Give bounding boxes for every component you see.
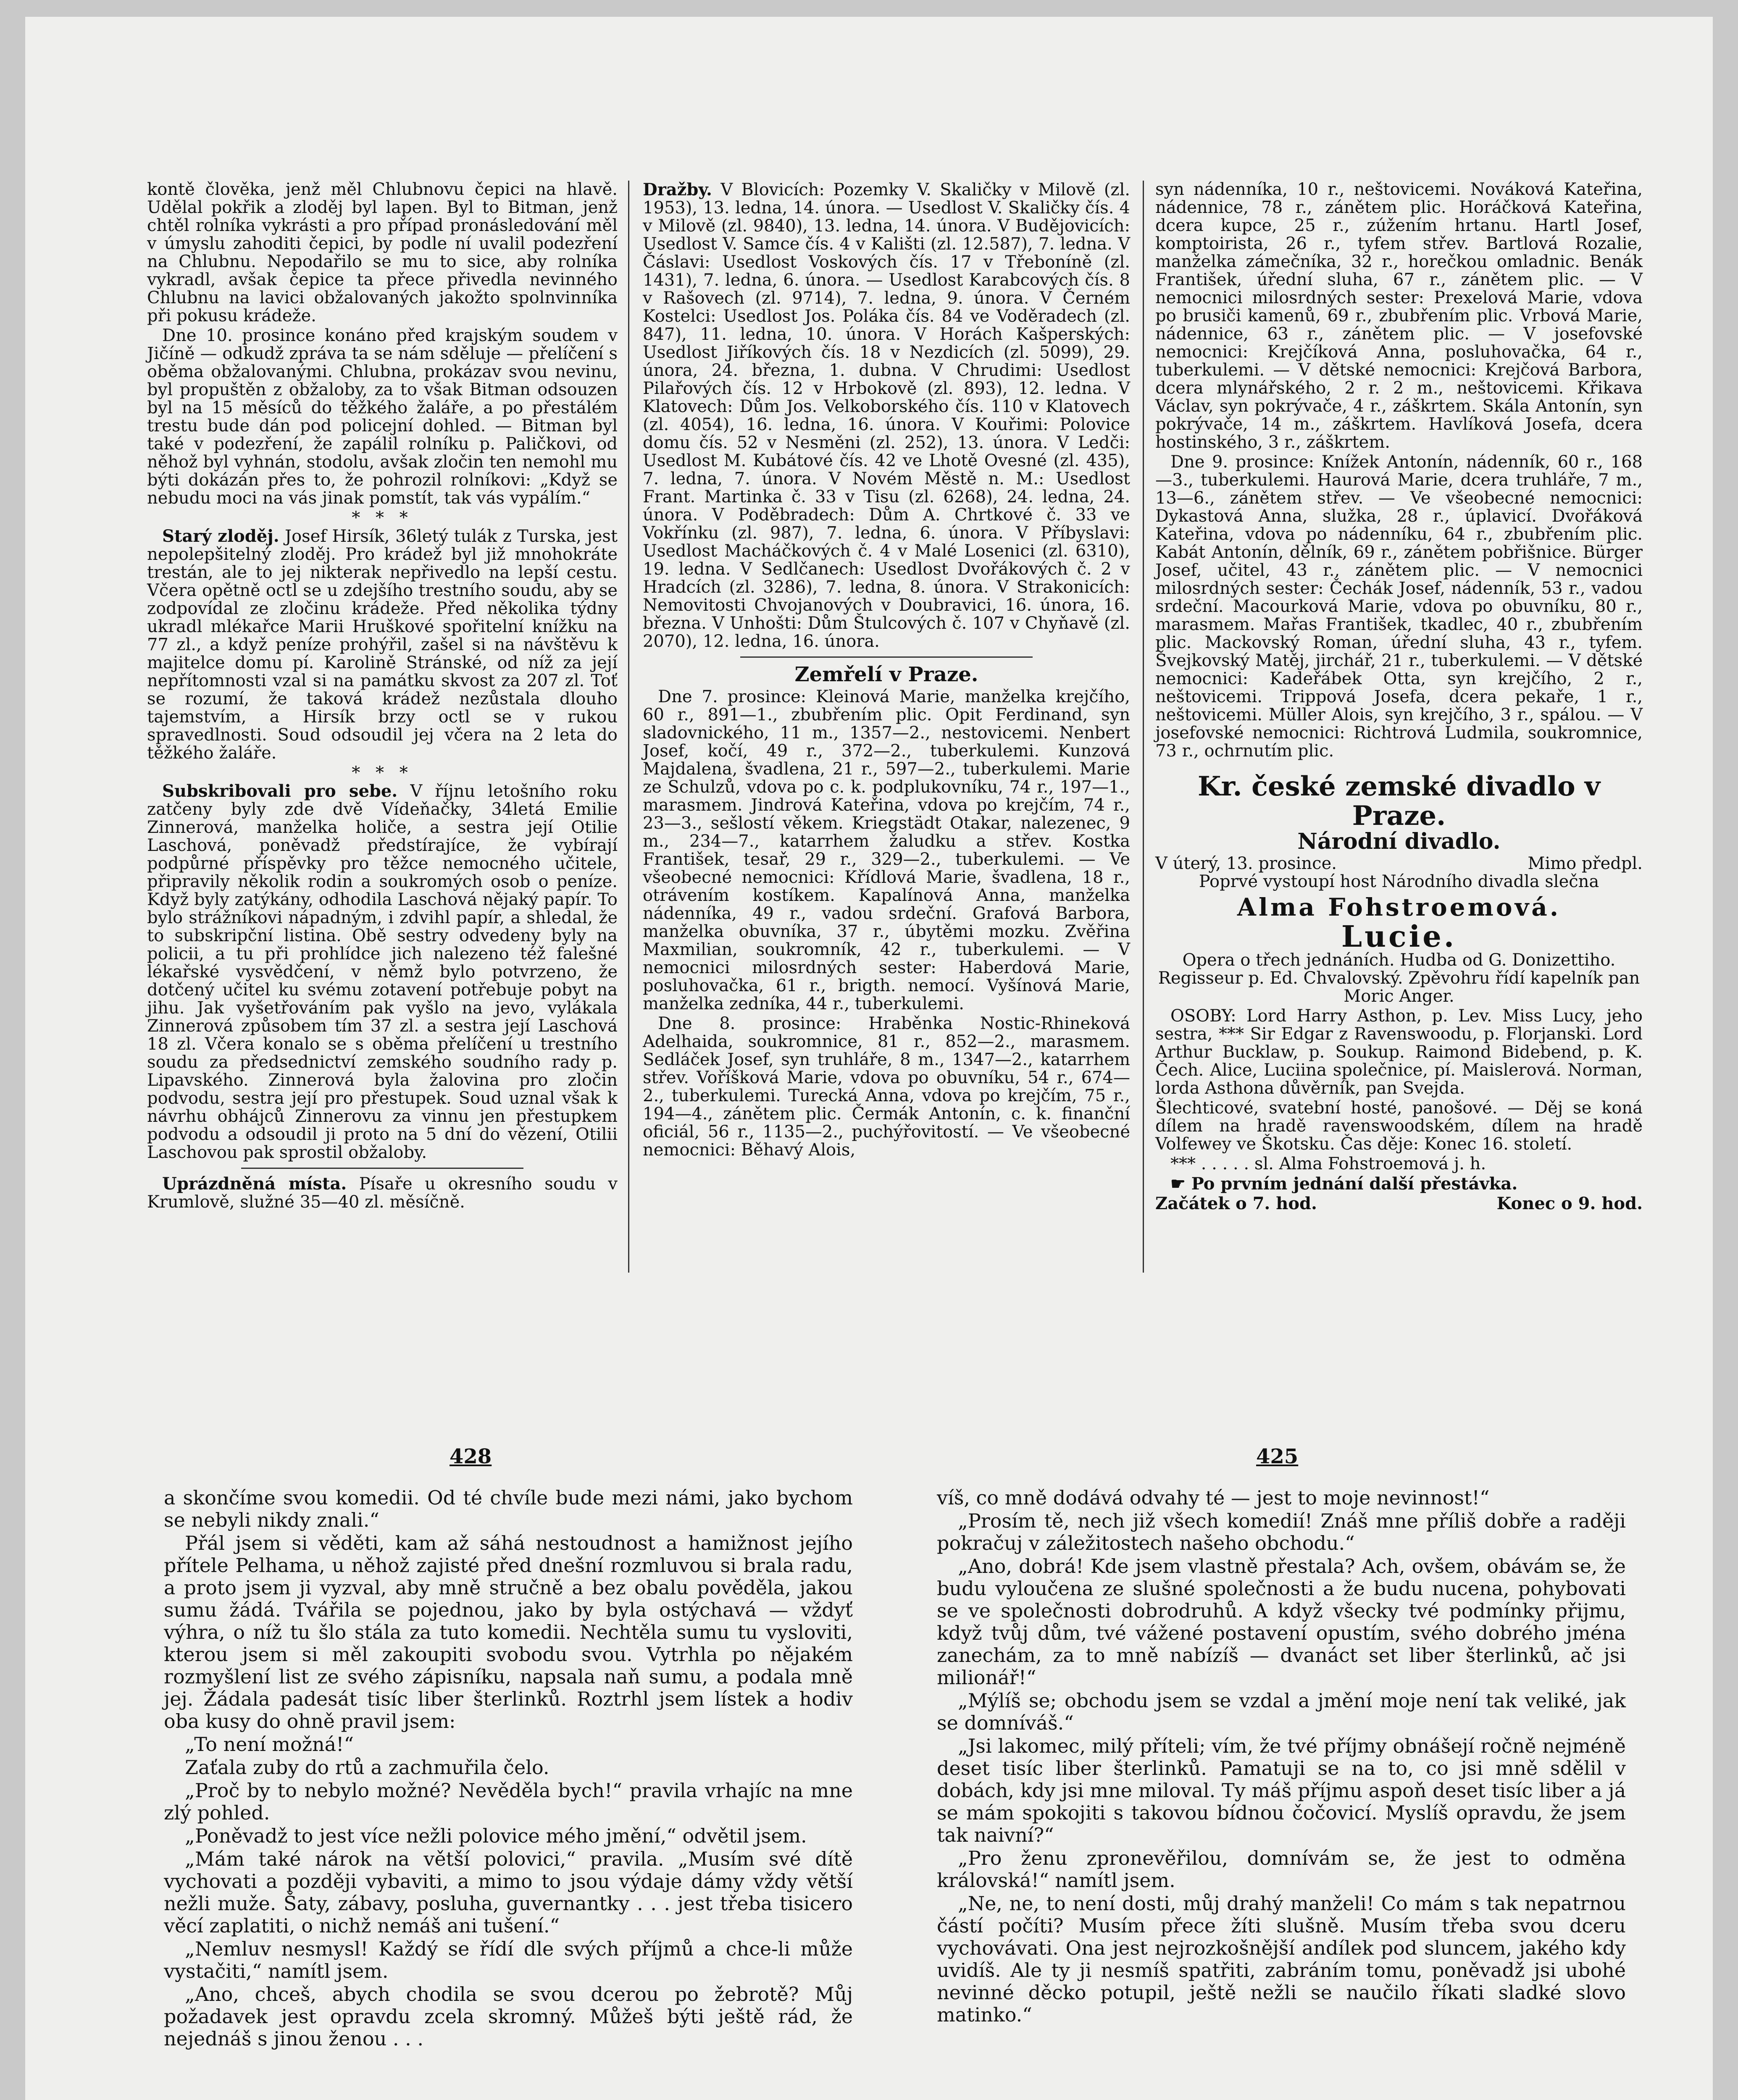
paragraph: „Mám také nárok na větší polovici,“ pravila. „Musím své dítě vychovati a později vybaviti, a mimo to jsou výdaje dámy vždy větší nežli muže. Šaty, zábavy, posluha, guvernantky . . . jest třeba tisicero věcí zaplatiti, o nichž nemáš ani tušení.“ — [164, 1848, 853, 1937]
column-rule — [628, 181, 629, 1273]
article-body: Josef Hirsík, 36letý tulák z Turska, jest nepolepšitelný zloděj. Pro krádež byl již mnohokráte trestán, ale to jej nikterak nepřivedlo na lepší cestu. Včera opětně octl se u zdejšího trestního soudu, aby se zodpovídal ze zločinu krádeže. Před několika týdny ukradl mlékařce Marii Hruškové spořitelní knížku na 77 zl., a když peníze prohýřil, zašel si na návštěvu k majitelce domu pí. Karolině Stránské, od níž za její nepřítomnosti vzal si na památku skvost za 207 zl. Toť se rozumí, že taková krádež nezůstala dlouho tajemstvím, a Hirsík brzy octl se v rukou spravedlnosti. Soud odsoudil jej včera na 2 leta do těžkého žaláře. — [147, 527, 618, 763]
paragraph: Přál jsem si věděti, kam až sáhá nestoudnost a hamižnost jejího přítele Pelhama, u něhož zajisté před dnešní rozmluvou si brala radu, a proto jsem ji vyzval, aby mně stručně a bez obalu pověděla, jakou sumu žádá. Tvářila se pojednou, jako by byla ostýchavá — vždyť výhra, o níž tu šlo stála za tuto komedii. Nechtěla sumu tu vysloviti, kterou jsem si měl zakoupiti svobodu svou. Vytrhla po nějakém rozmyšlení list ze svého zápisníku, napsala naň sumu, a podala mně jej. Žádala padesát tisíc liber šterlinků. Roztrhl jsem lístek a hodiv oba kusy do ohně pravil jsem: — [164, 1532, 853, 1732]
paragraph: „Ano, chceš, abych chodila se svou dcerou po žebrotě? Můj požadavek jest opravdu zcela skromný. Můžeš býti ještě rád, že nejednáš s jinou ženou . . . — [164, 1983, 853, 2050]
article-title: Starý zloděj. — [162, 526, 279, 546]
performance-date-row — [1155, 855, 1643, 873]
end-time: Konec o 9. hod. — [1496, 1194, 1643, 1213]
column-2 — [643, 181, 1130, 1161]
cast-list: OSOBY: Lord Harry Asthon, p. Lev. Miss Lucy, jeho sestra, *** Sir Edgar z Ravenswoodu, p. Florjanski. Lord Arthur Bucklaw, p. Soukup. Raimond Bidebend, p. K. Čech. Alice, Luciina společnice, pí. Maislerová. Norman, lorda Asthona důvěrník, pan Svejda. — [1155, 1006, 1643, 1098]
theater-title: Kr. české zemské divadlo v Praze. — [1197, 771, 1601, 832]
paragraph: „Nemluv nesmysl! Každý se řídí dle svých příjmů a chce-li může vystačiti,“ namítl jsem. — [164, 1937, 853, 1982]
paragraph: „Pro ženu zpronevěřilou, domnívám se, že jest to odměna královská!“ namítl jsem. — [937, 1847, 1626, 1892]
separator-stars: * * * — [352, 508, 413, 528]
intermission-note: ☛ Po prvním jednání další přestávka. — [1170, 1174, 1518, 1194]
paragraph: Dne 7. prosince: Kleinová Marie, manželka krejčího, 60 r., 891—1., zbubřením plic. Opit Ferdinand, syn sladovnického, 11 m., 1357—2., nestovicemi. Nenbert Josef, kočí, 49 r., 372—2., tuberkulemi. Kunzová Majdalena, švadlena, 21 r., 597—2., tuberkulemi. Marie ze Schulzů, vdova po c. k. podplukovníku, 74 r., 197—1., marasmem. Jindrová Kateřina, vdova po krejčím, 74 r., 23—3., sešlostí věkem. Kriegstädt Otakar, nalezenec, 9 m., 234—7., katarrhem žaludku a střev. Kostka František, tesař, 29 r., 329—2., tuberkulemi. — Ve všeobecné nemocnici: Křídlová Marie, švadlena, 18 r., otrávením kostíkem. Kapalínová Anna, manželka nádenníka, 49 r., vadou srdeční. Grafová Barbora, manželka obuvníka, 37 r., úbytěmi mozku. Zvěřina Maxmilian, soukromník, 42 r., tuberkulemi. — V nemocnici milosrdných sester: Haberdová Marie, posluhovačka, 61 r., brigth. nemocí. Vyšínová Marie, manželka zedníka, 44 r., tuberkulemi. — [643, 687, 1130, 1013]
guest-intro: Poprvé vystoupí host Národního divadla slečna — [1199, 872, 1599, 891]
guest-note: *** . . . . . sl. Alma Fohstroemová j. h. — [1170, 1154, 1486, 1173]
paragraph: „Proč by to nebylo možné? Nevěděla bych!“ pravila vrhajíc na mne zlý pohled. — [164, 1779, 853, 1824]
novel-left-page — [164, 1487, 853, 2051]
column-rule — [1143, 181, 1144, 1273]
novel-supplement — [164, 1445, 1626, 2100]
guest-name: Alma Fohstroemová. — [1237, 893, 1561, 921]
article — [147, 1175, 618, 1211]
paragraph: „Ano, dobrá! Kde jsem vlastně přestala? Ach, ovšem, obávám se, že budu vyloučena ze slušné společnosti a že budu nucena, pohybovati se ve společnosti dobrodruhů. A když všecky tvé podmínky přijmu, když tvůj dům, tvé vážené postavení opustím, svého dobrého jména zanechám, za to mně nabízíš — dvanáct set liber šterlinků, ač jsi milionář!“ — [937, 1555, 1626, 1689]
paragraph: Dne 10. prosince konáno před krajským soudem v Jičíně — odkudž zpráva ta se nám sděluje — přelíčení s oběma obžalovanými. Chlubna, prokázav svou nevinu, byl propuštěn z obžaloby, za to však Bitman odsouzen byl na 15 měsíců do těžkého žaláře, a po přestálém trestu bude dán pod policejní dohled. — Bitman byl také v podezření, že zapálil rolníku p. Paličkovi, od něhož byl vyhnán, stodolu, avšak zločin ten nemohl mu býti dokázán přes to, že pohrozil rolníkovi: „Když se nebudu moci na vás jinak pomstít, tak vás vypálím.“ — [147, 326, 618, 508]
column-3 — [1155, 181, 1643, 1213]
separator-stars: * * * — [352, 763, 413, 782]
newspaper-sheet — [25, 17, 1713, 2100]
article-title: Subskribovali pro sebe. — [162, 781, 398, 801]
article — [147, 527, 618, 762]
article — [147, 782, 618, 1162]
article-title: Uprázdněná místa. — [162, 1174, 347, 1194]
page-number-left: 428 — [450, 1445, 492, 1468]
opera-description: Opera o třech jednáních. Hudba od G. Donizettiho. Regisseur p. Ed. Chvalovský. Zpěvohru řídí kapelník pan Moric Anger. — [1158, 950, 1640, 1006]
page-number-right: 425 — [1256, 1445, 1299, 1468]
paragraph: Zaťala zuby do rtů a zachmuřila čelo. — [185, 1756, 550, 1779]
paragraph: víš, co mně dodává odvahy té — jest to moje nevinnost!“ — [937, 1486, 1490, 1509]
start-time: Začátek o 7. hod. — [1155, 1194, 1317, 1213]
paragraph: „To není možná!“ — [185, 1733, 354, 1756]
theater-subtitle: Národní divadlo. — [1297, 829, 1501, 854]
paragraph: „Prosím tě, nech již všech komedií! Znáš mne příliš dobře a raději pokračuj v záležitostech našeho obchodu.“ — [937, 1509, 1626, 1554]
column-1 — [147, 181, 618, 1213]
paragraph: a skončíme svou komedii. Od té chvíle bude mezi námi, jako bychom se nebyli nikdy znali.“ — [164, 1486, 853, 1531]
divider — [740, 656, 1033, 658]
paragraph: „Mýlíš se; obchodu jsem se vzdal a jmění moje není tak veliké, jak se domníváš.“ — [937, 1689, 1626, 1734]
scene-note: Šlechticové, svatební hosté, panošové. — Děj se koná dílem na hradě ravenswoodském, dílem na hradě Volfewey ve Škotsku. Čas děje: Konec 16. století. — [1155, 1098, 1643, 1154]
article-body: V říjnu letošního roku zatčeny byly zde dvě Vídeňačky, 34letá Emilie Zinnerová, manželka holiče, a sestra její Otilie Laschová, poněvadž předstírajíce, že vybírají podpůrné příspěvky pro těžce nemocného učitele, připravily několik rodin a soukromých osob o peníze. Když byly zatýkány, odhodila Laschová nějaký papír. To bylo strážníkovi nápadným, i zdvihl papír, a shledal, že to subskripční listina. Obě sestry odvedeny byly na policii, a tu při prohlídce jich nalezeno též falešné lékařské vysvědčení, v němž bylo potvrzeno, že dotčený učitel ku svému zotavení potřebuje pobyt na jihu. Jak vyšetřováním pak vyšlo na jevo, vylákala Zinnerová způsobem tím 37 zl. a sestra její Laschová 18 zl. Včera konalo se s oběma přelíčení u trestního soudu za předsednictví zemského soudního rady p. Lipavského. Zinnerová byla žalovina pro zločin podvodu, sestra její pro přestupek. Soud uznal však k návrhu obhájců Zinnerovu za vinnu jen přestupkem podvodu a odsoudil ji proto na 5 dní do vězení, Otilii Laschovou pak sprostil obžaloby. — [147, 782, 618, 1162]
article-title: Dražby. — [643, 180, 712, 200]
paragraph: Dne 9. prosince: Knížek Antonín, nádenník, 60 r., 168—3., tuberkulemi. Haurová Marie, dcera truhláře, 7 m., 13—6., zánětem střev. — Ve všeobecné nemocnici: Dykastová Anna, služka, 28 r., úplavicí. Dvořáková Kateřina, vdova po nádenníku, 64 r., zbubřením plic. Kabát Antonín, dělník, 69 r., zánětem pobřišnice. Bürger Josef, učitel, 43 r., zánětem plic. — V nemocnici milosrdných sester: Čechák Josef, nádenník, 53 r., vadou srdeční. Macourková Marie, vdova po obuvníku, 80 r., marasmem. Mařas František, tkadlec, 40 r., zbubřením plic. Mackovský Roman, úřední sluha, 43 r., tyfem. Švejkovský Matěj, jirchář, 21 r., tuberkulemi. — V dětské nemocnici: Kadeřábek Otta, syn krejčího, 2 r., neštovicemi. Trippová Josefa, dcera pekaře, 1 r., neštovicemi. Müller Alois, syn krejčího, 3 r., spálou. — V josefovské nemocnici: Richtrová Ludmila, soukromnice, 73 r., ochrnutím plic. — [1155, 452, 1643, 761]
paragraph: syn nádenníka, 10 r., neštovicemi. Nováková Kateřina, nádennice, 78 r., zánětem plic. Horáčková Kateřina, dcera kupce, 25 r., zúžením hrtanu. Hartl Josef, komptoirista, 26 r., tyfem střev. Bartlová Rozalie, manželka zámečníka, 32 r., horečkou omladnic. Benák František, úřední sluha, 67 r., zánětem plic. — V nemocnici milosrdných sester: Prexelová Marie, vdova po brusiči kamenů, 69 r., zbubřením plic. Vrbová Marie, nádennice, 63 r., zánětem plic. — V josefovské nemocnici: Krejčíková Anna, posluhovačka, 64 r., tuberkulemi. — V dětské nemocnici: Krejčová Barbora, dcera mlynářského, 2 r. 2 m., neštovicemi. Křikava Václav, syn pokrývače, 4 r., záškrtem. Skála Antonín, syn pokrývače, 14 m., záškrtem. Havlíková Josefa, dcera hostinského, 3 r., záškrtem. — [1155, 180, 1643, 452]
subscription-note: Mimo předpl. — [1528, 854, 1643, 873]
article — [643, 181, 1130, 651]
novel-right-page — [937, 1487, 1626, 2027]
performance-date: V úterý, 13. prosince. — [1155, 854, 1337, 873]
paragraph: kontě člověka, jenž měl Chlubnovu čepici na hlavě. Udělal pokřik a zloděj byl lapen. Byl to Bitman, jenž chtěl rolníka vykrásti a pro případ pronásledování měl v úmyslu zahoditi čepici, by podle ní uvalil podezření na Chlubnu. Nepodařilo se mu to sice, aby rolníka vykradl, avšak čepice ta přece přivedla nevinného Chlubnu na lavici obžalovaných jakožto spolnvinníka při pokusu krádeže. — [147, 180, 618, 326]
divider — [241, 1168, 523, 1169]
performance-times — [1155, 1194, 1643, 1213]
paragraph: Dne 8. prosince: Hraběnka Nostic-Rhineková Adelhaida, soukromnice, 81 r., 852—2., marasmem. Sedláček Josef, syn truhláře, 8 m., 1347—2., katarrhem střev. Voříšková Marie, vdova po obuvníku, 54 r., 674—2., tuberkulemi. Turecká Anna, vdova po krejčím, 75 r., 194—4., zánětem plic. Čermák Antonín, c. k. finanční oficiál, 56 r., 1135—2., puchýřovitostí. — Ve všeobecné nemocnici: Běhavý Alois, — [643, 1014, 1130, 1160]
article-body: Písaře u okresního soudu v Krumlově, služné 35—40 zl. měsíčně. — [147, 1174, 618, 1212]
article-body: V Blovicích: Pozemky V. Skaličky v Milově (zl. 1953), 13. ledna, 14. února. — Usedlost V. Skaličky čís. 4 v Milově (zl. 9840), 13. ledna, 14. února. V Budějovicích: Usedlost V. Samce čís. 4 v Kališti (zl. 12.587), 7. ledna. V Čáslavi: Usedlost Voskových čís. 17 v Třeboníně (zl. 1431), 7. ledna, 6. února. — Usedlost Karabcových čís. 8 v Rašovech (zl. 9714), 7. ledna, 9. února. V Černém Kostelci: Usedlost Jos. Poláka čís. 84 ve Voděradech (zl. 847), 11. ledna, 10. února. V Horách Kašperských: Usedlost Jiříkových čís. 18 v Nezdicích (zl. 5099), 29. února, 24. března, 1. dubna. V Chrudimi: Usedlost Pilařových čís. 12 v Hrbokově (zl. 893), 12. ledna. V Klatovech: Dům Jos. Velkoborského čís. 110 v Klatovech (zl. 4054), 16. ledna, 16. února. V Kouřimi: Polovice domu čís. 52 v Nesměni (zl. 252), 13. února. V Ledči: Usedlost M. Kubátové čís. 42 ve Lhotě Ovesné (zl. 435), 7. ledna, 7. února. V Novém Městě n. M.: Usedlost Frant. Martinka č. 33 v Tisu (zl. 6268), 24. ledna, 24. února. V Poděbradech: Dům A. Chrtkové č. 33 ve Vokřínku (zl. 987), 7. ledna, 6. února. V Příbyslavi: Usedlost Macháčkových č. 4 v Malé Losenici (zl. 6310), 19. ledna. V Sedlčanech: Usedlost Dvořákových č. 2 v Hradcích (zl. 3286), 7. ledna, 8. února. V Strakonicích: Nemovitosti Chvojanových v Doubravici, 16. února, 16. března. V Unhošti: Dům Štulcových č. 107 v Chyňavě (zl. 2070), 12. ledna, 16. února. — [643, 180, 1131, 651]
section-heading: Zemřelí v Praze. — [794, 663, 978, 686]
paragraph: „Jsi lakomec, milý příteli; vím, že tvé příjmy obnášejí ročně nejméně deset tisíc liber šterlinků. Pamatuji se na to, co jsi mně sdělil v dobách, kdy jsi mne miloval. Ty máš příjmu aspoň deset tisíc liber a já se mám spokojiti s takovou bídnou čočovicí. Myslíš opravdu, že jsem tak naivní?“ — [937, 1735, 1626, 1846]
pointing-hand-icon: ☛ — [1170, 1174, 1186, 1194]
paragraph: „Ne, ne, to není dosti, můj drahý manželi! Co mám s tak nepatrnou částí počíti? Musím přece žíti slušně. Musím třeba svou dceru vychovávati. Ona jest nejrozkošnější andílek pod sluncem, jakého kdy uvidíš. Ale ty ji nesmíš spatřiti, zabráním tomu, poněvadž jsi ubohé nevinné děcko potupil, ještě nežli se naučilo říkati sladké slovo matinko.“ — [937, 1892, 1626, 2026]
opera-title: Lucie. — [1341, 919, 1457, 954]
newspaper-page-top — [122, 181, 1651, 1369]
paragraph: „Poněvadž to jest více nežli polovice mého jmění,“ odvětil jsem. — [185, 1824, 807, 1847]
